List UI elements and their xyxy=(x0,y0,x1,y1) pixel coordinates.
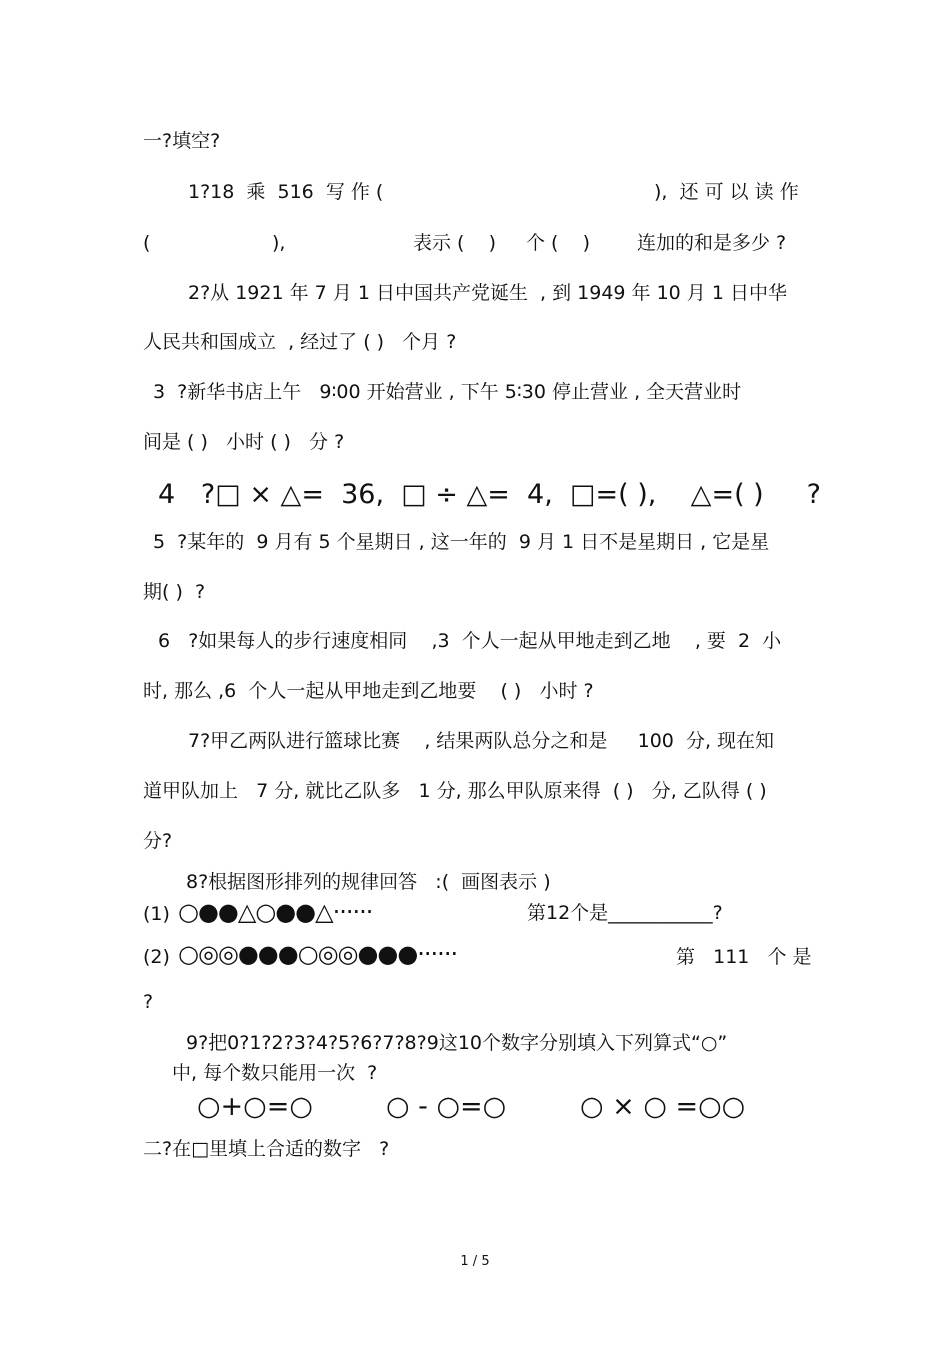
q2-line1: 2?从 1921 年 7 月 1 日中国共产党诞生 , 到 1949 年 10 月 1 日中华 xyxy=(188,282,787,304)
q3-line2: 间是 ( ) 小时 ( ) 分 ? xyxy=(143,431,345,453)
q8-pattern2-tail: ? xyxy=(143,991,154,1013)
q6-line1: 6 ?如果每人的步行速度相同 ,3 个人一起从甲地走到乙地 , 要 2 小 xyxy=(158,630,782,652)
q1-line2-d: 个 ( ) xyxy=(526,232,591,254)
q8-pattern2-label: (2) xyxy=(143,946,170,968)
q1-line2-b: ), xyxy=(272,232,286,254)
q7-line2: 道甲队加上 7 分, 就比乙队多 1 分, 那么甲队原来得 ( ) 分, 乙队得 ( ) xyxy=(143,780,767,802)
q4-equation: 4 ?□ × △= 36, □ ÷ △= 4, □=( ), △=( ) ? xyxy=(158,479,821,510)
q8-pattern1-shapes: ○●●△○●●△······ xyxy=(178,898,373,926)
q9-equation-add: ○+○=○ xyxy=(197,1091,313,1122)
q1-line2-c: 表示 ( ) xyxy=(413,232,497,254)
q9-line2: 中, 每个数只能用一次 ? xyxy=(172,1062,378,1084)
q3-line1: 3 ?新华书店上午 9∶00 开始营业 , 下午 5∶30 停止营业 , 全天营业时 xyxy=(153,381,742,403)
q8-pattern2-question: 第 111 个 是 xyxy=(676,946,812,968)
page-number: 1 / 5 xyxy=(460,1254,490,1269)
q8-pattern1-label: (1) xyxy=(143,903,170,925)
q1-line1-b: ), 还 可 以 读 作 xyxy=(654,181,799,203)
section-1-title: 一?填空? xyxy=(143,130,221,152)
q8-pattern2-shapes: ○◎◎●●●○◎◎●●●······ xyxy=(178,940,458,968)
q5-line1: 5 ?某年的 9 月有 5 个星期日 , 这一年的 9 月 1 日不是星期日 , 它是星 xyxy=(153,531,770,553)
section-2-title: 二?在□里填上合适的数字 ? xyxy=(143,1138,390,1160)
q7-line1: 7?甲乙两队进行篮球比赛 , 结果两队总分之和是 100 分, 现在知 xyxy=(188,730,775,752)
q1-line2-e: 连加的和是多少 ? xyxy=(637,232,787,254)
q6-line2: 时, 那么 ,6 个人一起从甲地走到乙地要 ( ) 小时 ? xyxy=(143,680,594,702)
q1-line2-a: ( xyxy=(143,232,151,254)
q9-equation-subtract: ○ - ○=○ xyxy=(386,1091,507,1122)
q8-title: 8?根据图形排列的规律回答 :( 画图表示 ) xyxy=(186,871,551,893)
q7-line3: 分? xyxy=(143,830,173,852)
q8-pattern1-question: 第12个是___________? xyxy=(527,902,723,924)
q5-line2: 期( ) ? xyxy=(143,581,206,603)
q2-line2: 人民共和国成立 , 经过了 ( ) 个月 ? xyxy=(143,331,457,353)
q1-line1-a: 1?18 乘 516 写 作 ( xyxy=(188,181,384,203)
q9-line1: 9?把0?1?2?3?4?5?6?7?8?9这10个数字分别填入下列算式“○” xyxy=(186,1032,728,1054)
q9-equation-multiply: ○ × ○ =○○ xyxy=(580,1091,746,1122)
